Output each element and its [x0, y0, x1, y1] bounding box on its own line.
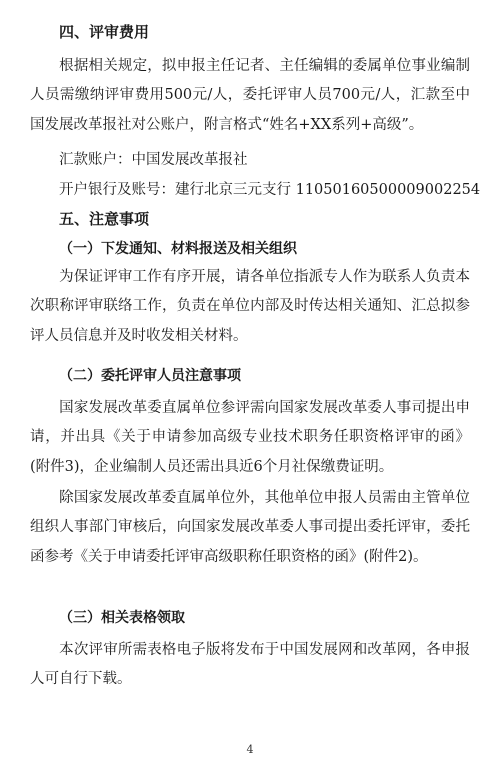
subsection-2-paragraph-1-text: 国家发展改革委直属单位参评需向国家发展改革委人事司提出申请，并出具《关于申请参加高级专业技术职务任职资格评审的函》(附件3)，企业编制人员还需出具近6个月社保缴费证明。 [30, 400, 470, 475]
section-5-heading: 五、注意事项 [59, 210, 150, 228]
page-number: 4 [246, 743, 254, 756]
subsection-3-paragraph [30, 636, 470, 696]
subsection-1-paragraph [30, 263, 470, 351]
subsection-3-paragraph-text: 本次评审所需表格电子版将发布于中国发展网和改革网，各申报人可自行下载。 [30, 642, 470, 688]
section-4-paragraph [30, 52, 470, 140]
section-4-paragraph-text: 根据相关规定，拟申报主任记者、主任编辑的委属单位事业编制人员需缴纳评审费用500元/人，委托评审人员700元/人，汇款至中国发展改革报社对公账户，附言格式“姓名+XX系列+高级”。 [30, 58, 470, 133]
bank-account: 开户银行及账号：建行北京三元支行 11050160500009002254 [59, 182, 481, 198]
remittance-account: 汇款账户：中国发展改革报社 [59, 152, 248, 168]
subsection-2-paragraph-2 [30, 484, 470, 572]
subsection-1-heading: （一）下发通知、材料报送及相关组织 [59, 241, 297, 257]
subsection-2-heading: （二）委托评审人员注意事项 [59, 368, 241, 384]
subsection-3-heading: （三）相关表格领取 [59, 610, 185, 626]
subsection-1-paragraph-text: 为保证评审工作有序开展，请各单位指派专人作为联系人负责本次职称评审联络工作，负责在单位内部及时传达相关通知、汇总拟参评人员信息并及时收发相关材料。 [30, 269, 470, 344]
subsection-2-paragraph-1 [30, 394, 470, 482]
subsection-2-paragraph-2-text: 除国家发展改革委直属单位外，其他单位申报人员需由主管单位组织人事部门审核后，向国家发展改革委人事司提出委托评审，委托函参考《关于申请委托评审高级职称任职资格的函》(附件2)。 [30, 490, 470, 565]
section-4-heading: 四、评审费用 [59, 23, 150, 41]
